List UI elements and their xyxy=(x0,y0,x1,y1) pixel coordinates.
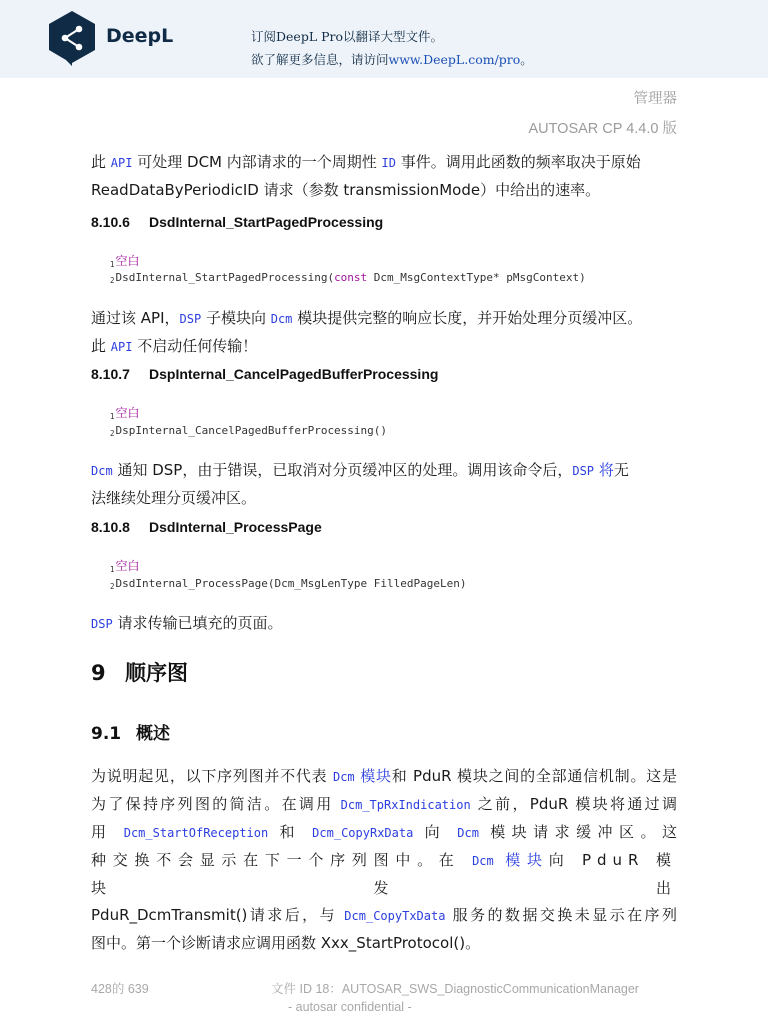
line-number: 1 xyxy=(110,412,115,421)
paragraph-line-1 xyxy=(91,305,677,333)
paragraph-8-10-7 xyxy=(91,457,677,512)
text: 可处理 DCM 内部请求的一个周期性 xyxy=(132,153,382,171)
text: 向 PduR 模块发出 xyxy=(91,851,677,897)
code-dcm-tprxindication: Dcm_TpRxIndication xyxy=(340,798,471,812)
text: 服务的数据交换未显示在序列 xyxy=(445,906,677,924)
paragraph-line-1 xyxy=(91,457,677,485)
code-keyword: const xyxy=(334,271,368,284)
line-number: 2 xyxy=(110,582,115,591)
text: 为说明起见，以下序列图并不代表 xyxy=(91,767,333,785)
deepl-brand-name[interactable]: DeepL xyxy=(106,25,174,47)
code-dcm-startofreception: Dcm_StartOfReception xyxy=(123,826,269,840)
text: 请求传输已填充的页面。 xyxy=(112,614,283,632)
section-title: DspInternal_CancelPagedBufferProcessing xyxy=(149,366,439,382)
paragraph-8-10-8 xyxy=(91,610,677,638)
deepl-logo-icon[interactable] xyxy=(47,10,97,66)
section-heading-8-10-8 xyxy=(91,519,322,535)
text: 不启动任何传输！ xyxy=(132,337,258,355)
paragraph-line-1 xyxy=(91,763,677,791)
code-dcm: Dcm xyxy=(472,854,494,868)
section-heading-9-1 xyxy=(91,719,170,744)
text-highlight: 模块 xyxy=(493,851,549,869)
paragraph-line-1 xyxy=(91,610,677,638)
code-dsp: DSP xyxy=(91,617,113,631)
deepl-pro-link[interactable]: www.DeepL.com/pro xyxy=(388,52,521,67)
text: 模块提供完整的响应长度，并开始处理分页缓冲区。 xyxy=(292,309,643,327)
code-function: DsdInternal_StartPagedProcessing( xyxy=(115,271,335,284)
section-number: 9.1 xyxy=(91,724,122,744)
text: 通过该 API， xyxy=(91,309,180,327)
line-number: 1 xyxy=(110,260,115,269)
paragraph-line-2 xyxy=(91,333,677,361)
code-id: ID xyxy=(381,156,396,170)
code-line-2 xyxy=(110,577,467,591)
code-api: API xyxy=(110,340,133,354)
code-dcm-copyrxdata: Dcm_CopyRxData xyxy=(312,826,414,840)
paragraph-line-2: 法继续处理分页缓冲区。 xyxy=(91,489,257,507)
code-dcm: Dcm xyxy=(332,770,355,784)
deepl-promo-text xyxy=(251,25,533,71)
code-line-1 xyxy=(110,557,140,574)
text: 事件。调用此函数的频率取决于原始 xyxy=(395,153,641,171)
code-line-1 xyxy=(110,252,140,269)
section-number: 8.10.6 xyxy=(91,214,130,230)
code-api: API xyxy=(110,156,133,170)
section-title: DsdInternal_ProcessPage xyxy=(149,519,322,535)
code-dsp: DSP xyxy=(572,464,595,478)
code-dcm: Dcm xyxy=(91,464,113,478)
line-number: 1 xyxy=(110,565,115,574)
chapter-title: 顺序图 xyxy=(125,661,188,685)
footer-document-id: 文件 ID 18：AUTOSAR_SWS_DiagnosticCommunicationManager xyxy=(271,982,639,996)
code-args: Dcm_MsgContextType* pMsgContext) xyxy=(367,271,586,284)
line-number: 2 xyxy=(110,429,115,438)
section-title: 概述 xyxy=(136,724,170,744)
text: 此 xyxy=(91,153,107,171)
code-function: DspInternal_CancelPagedBufferProcessing() xyxy=(115,424,388,437)
intro-line-2: ReadDataByPeriodicID 请求（参数 transmissionMode）中给出的速率。 xyxy=(91,181,601,199)
chapter-heading-9 xyxy=(91,657,188,687)
paragraph-line-6: 图中。第一个诊断请求应调用函数 Xxx_StartProtocol()。 xyxy=(91,934,481,952)
chapter-number: 9 xyxy=(91,661,106,685)
paragraph-line-2 xyxy=(91,791,677,819)
paragraph-8-10-6 xyxy=(91,305,677,361)
paragraph-line-3 xyxy=(91,819,677,847)
promo-line-2-prefix: 欲了解更多信息，请访问 xyxy=(251,52,389,67)
promo-line-1: 订阅DeepL Pro以翻译大型文件。 xyxy=(251,29,444,44)
section-heading-8-10-7 xyxy=(91,366,438,382)
line-number: 2 xyxy=(110,276,115,285)
promo-line-2-suffix: 。 xyxy=(520,52,533,67)
paragraph-line-5 xyxy=(91,902,677,930)
code-void: 空白 xyxy=(115,254,140,268)
text-highlight: 将 xyxy=(594,461,614,479)
text: 模块请求缓冲区。这 xyxy=(478,823,677,841)
section-number: 8.10.7 xyxy=(91,366,130,382)
promo-line-2 xyxy=(251,48,533,71)
code-function: DsdInternal_ProcessPage(Dcm_MsgLenType FilledPageLen) xyxy=(115,577,467,590)
intro-line-1 xyxy=(91,149,677,177)
text: 通知 DSP，由于错误，已取消对分页缓冲区的处理。调用该命令后， xyxy=(112,461,573,479)
text: 之前，PduR 模块将通过调 xyxy=(470,795,677,813)
text-highlight: 模块 xyxy=(354,767,392,785)
footer-confidential: - autosar confidential - xyxy=(288,1000,412,1014)
text: 向 xyxy=(413,823,458,841)
code-dsp: DSP xyxy=(179,312,202,326)
text: 子模块向 xyxy=(201,309,271,327)
section-title: DsdInternal_StartPagedProcessing xyxy=(149,214,384,230)
text: 无 xyxy=(613,461,629,479)
header-module-name: 管理器 xyxy=(633,91,677,107)
code-line-1 xyxy=(110,404,140,421)
text: 此 xyxy=(91,337,107,355)
code-dcm: Dcm xyxy=(457,826,479,840)
paragraph-line-4 xyxy=(91,847,677,902)
section-number: 8.10.8 xyxy=(91,519,130,535)
code-void: 空白 xyxy=(115,559,140,573)
text: 用 xyxy=(91,823,124,841)
paragraph-9-1 xyxy=(91,763,677,957)
code-void: 空白 xyxy=(115,406,140,420)
code-line-2 xyxy=(110,424,387,438)
section-heading-8-10-6 xyxy=(91,214,383,230)
text: PduR_DcmTransmit()请求后，与 xyxy=(91,906,345,924)
code-dcm-copytxdata: Dcm_CopyTxData xyxy=(344,909,446,923)
text: 为了保持序列图的简洁。在调用 xyxy=(91,795,341,813)
header-version: AUTOSAR CP 4.4.0 版 xyxy=(528,121,677,137)
footer-page-number: 428的 639 xyxy=(91,982,149,996)
text: 和 xyxy=(268,823,313,841)
text: 种交换不会显示在下一个序列图中。在 xyxy=(91,851,473,869)
code-dcm: Dcm xyxy=(270,312,293,326)
intro-paragraph xyxy=(91,149,677,204)
code-line-2 xyxy=(110,271,586,285)
deepl-banner xyxy=(0,0,768,78)
text: 和 PduR 模块之间的全部通信机制。这是 xyxy=(391,767,677,785)
